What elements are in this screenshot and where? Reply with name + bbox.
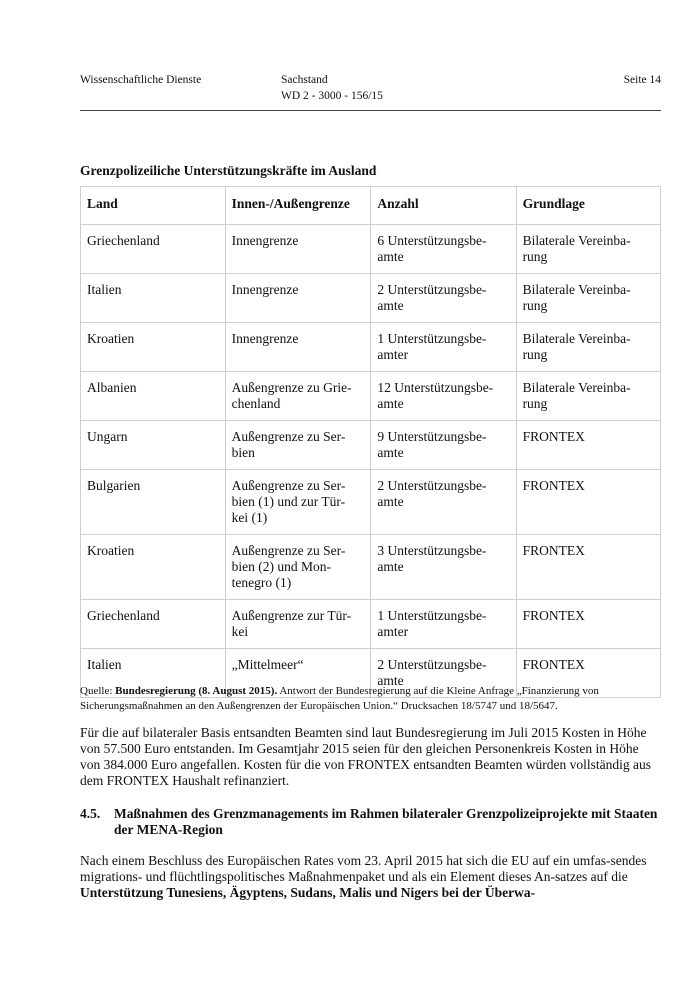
header-divider [80,110,661,111]
cell-land: Bulgarien [81,470,226,535]
cell-grenze: Außengrenze zu Grie- chenland [225,372,371,421]
cell-grenze: „Mittelmeer“ [225,649,371,698]
cell-grenze: Außengrenze zu Ser- bien (2) und Mon- tenegro (1) [225,535,371,600]
cell-grenze: Außengrenze zu Ser- bien (1) und zur Tür- kei (1) [225,470,371,535]
cell-grundlage: FRONTEX [516,421,660,470]
cell-grenze: Innengrenze [225,274,371,323]
source-author: Bundesregierung (8. August 2015). [115,685,278,697]
cell-grundlage: Bilaterale Vereinba- rung [516,274,660,323]
support-forces-table [80,186,661,698]
cell-land: Ungarn [81,421,226,470]
cell-anzahl: 1 Unterstützungsbe- amter [371,323,516,372]
cell-anzahl: 2 Unterstützungsbe- amte [371,274,516,323]
table-row [81,535,661,600]
cell-anzahl: 3 Unterstützungsbe- amte [371,535,516,600]
source-prefix: Quelle: [80,685,116,697]
header-page-number: Seite 14 [623,74,661,86]
paragraph-mena [80,853,661,901]
cell-land: Italien [81,274,226,323]
cell-anzahl: 12 Unterstützungsbe- amte [371,372,516,421]
table-source [80,684,661,714]
cell-anzahl: 2 Unterstützungsbe- amte [371,470,516,535]
cell-land: Griechenland [81,225,226,274]
cell-grenze: Innengrenze [225,323,371,372]
column-header-grundlage: Grundlage [516,187,660,225]
cell-anzahl: 9 Unterstützungsbe- amte [371,421,516,470]
table-title: Grenzpolizeiliche Unterstützungskräfte im Ausland [80,163,377,178]
cell-grundlage: Bilaterale Vereinba- rung [516,372,660,421]
cell-grundlage: Bilaterale Vereinba- rung [516,225,660,274]
cell-land: Kroatien [81,323,226,372]
header-doc-type: Sachstand [281,74,328,86]
cell-grenze: Außengrenze zur Tür- kei [225,600,371,649]
section-number: 4.5. [80,806,101,821]
paragraph-costs: Für die auf bilateraler Basis entsandten Beamten sind laut Bundesregierung im Juli 2015 Kosten in Höhe von 57.500 Euro entstanden. Im Gesamtjahr 2015 seien für den gleichen Personenkreis Kosten in Höhe von 384.000 Euro angefallen. Kosten für die von FRONTEX entsandten Beamten würden vollständig aus dem FRONTEX Haushalt refinanziert. [80,725,652,788]
table-row [81,274,661,323]
header-doc-number: WD 2 - 3000 - 156/15 [281,90,383,102]
cell-anzahl: 1 Unterstützungsbe- amter [371,600,516,649]
cell-grundlage: FRONTEX [516,649,660,698]
cell-land: Italien [81,649,226,698]
cell-land: Griechenland [81,600,226,649]
source-text: Antwort der Bundesregierung auf die Kleine Anfrage „Finanzierung von Sicherungsmaßnahmen an den Außengrenzen der Europäischen Union.“ Drucksachen 18/5747 und 18/5647. [80,685,599,712]
table-row [81,470,661,535]
table-row [81,421,661,470]
cell-grundlage: FRONTEX [516,535,660,600]
cell-grundlage: Bilaterale Vereinba- rung [516,323,660,372]
cell-grundlage: FRONTEX [516,470,660,535]
column-header-land: Land [81,187,226,225]
column-header-anzahl: Anzahl [371,187,516,225]
section-heading-4-5 [80,806,661,838]
table-header-row [81,187,661,225]
header-doc-info [281,72,383,104]
cell-grundlage: FRONTEX [516,600,660,649]
cell-anzahl: 6 Unterstützungsbe- amte [371,225,516,274]
cell-anzahl: 2 Unterstützungsbe- amte [371,649,516,698]
cell-land: Albanien [81,372,226,421]
table-row [81,372,661,421]
table-body [81,225,661,698]
paragraph-mena-text: Nach einem Beschluss des Europäischen Rates vom 23. April 2015 hat sich die EU auf ein umfas-sendes migrations- und flüchtlingspolitisches Maßnahmenpaket und als ein Element dieses An-satzes auf die [80,853,647,884]
section-title: Maßnahmen des Grenzmanagements im Rahmen bilateraler Grenzpolizeiprojekte mit Staaten der MENA-Region [114,806,658,837]
table-row [81,225,661,274]
table-row [81,323,661,372]
header-department: Wissenschaftliche Dienste [80,74,202,86]
column-header-grenze: Innen-/Außengrenze [225,187,371,225]
paragraph-mena-bold: Unterstützung Tunesiens, Ägyptens, Sudans, Malis und Nigers bei der Überwa- [80,885,536,900]
cell-land: Kroatien [81,535,226,600]
table-row [81,600,661,649]
cell-grenze: Außengrenze zu Ser- bien [225,421,371,470]
cell-grenze: Innengrenze [225,225,371,274]
